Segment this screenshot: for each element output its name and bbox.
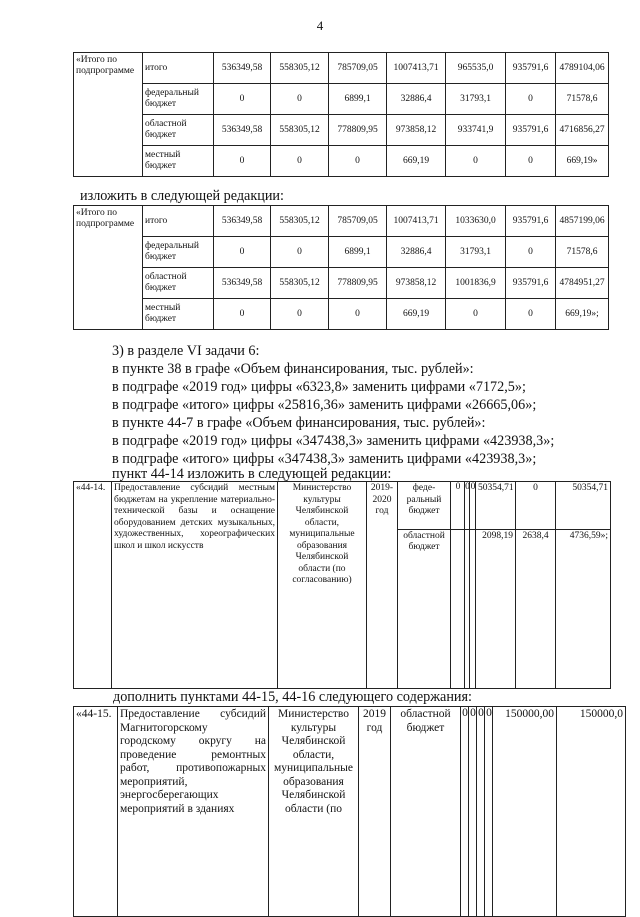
amount-cell: 669,19	[387, 146, 446, 177]
amount-cell: 973858,12	[387, 268, 446, 299]
amount-total: 50354,71	[556, 482, 611, 530]
budget-type: федеральный бюджет	[143, 84, 214, 115]
amount-cell: 4789104,06	[556, 53, 609, 84]
amount-cell: 1001836,9	[446, 268, 506, 299]
funding-source: феде-ральный бюджет	[398, 482, 451, 530]
amount-cell: 669,19	[387, 299, 446, 330]
amount-cell: 0	[271, 146, 329, 177]
amend-line: в пункте 44-7 в графе «Объем финансирования, тыс. рублей»:	[112, 415, 486, 431]
amount-cell: 0	[271, 84, 329, 115]
amount-cell: 536349,58	[214, 206, 271, 237]
amount-cell: 0	[214, 84, 271, 115]
amount-cell: 669,19»;	[556, 299, 609, 330]
amount-cell: 0	[506, 84, 556, 115]
budget-type: итого	[143, 206, 214, 237]
amount-cell: 0	[451, 482, 465, 530]
amount-cell: 785709,05	[329, 53, 387, 84]
amend-line: в подграфе «итого» цифры «347438,3» заменить цифрами «423938,3»;	[112, 451, 537, 467]
financing-table-new	[73, 205, 609, 330]
amount-cell: 4857199,06	[556, 206, 609, 237]
amount-cell: 935791,6	[506, 268, 556, 299]
item-period: 2019-2020 год	[367, 482, 398, 689]
amend-line: пункт 44-14 изложить в следующей редакции:	[112, 466, 392, 482]
amount-cell: 32886,4	[387, 84, 446, 115]
item-number: «44-15.	[74, 707, 118, 917]
amount-cell: 933741,9	[446, 115, 506, 146]
amount-cell: 71578,6	[556, 84, 609, 115]
amount-cell: 558305,12	[271, 53, 329, 84]
page-number: 4	[316, 18, 324, 33]
amount-cell: 0	[485, 707, 493, 917]
amount-2019: 50354,71	[476, 482, 516, 530]
amount-cell: 0	[271, 237, 329, 268]
amount-cell: 31793,1	[446, 237, 506, 268]
amount-cell: 1033630,0	[446, 206, 506, 237]
amount-cell: 0	[329, 146, 387, 177]
item-executor: Министерство культуры Челябинской области, муниципальные образования Челябинской области (по	[269, 707, 359, 917]
item-44-14-table	[73, 481, 611, 689]
table-row	[74, 299, 609, 330]
financing-table-old	[73, 52, 609, 177]
table-row	[74, 84, 609, 115]
amount-cell: 0	[446, 299, 506, 330]
amount-cell: 0	[469, 707, 477, 917]
amount-cell: 536349,58	[214, 115, 271, 146]
amend-line: в подграфе «2019 год» цифры «6323,8» заменить цифрами «7172,5»;	[112, 379, 526, 395]
table-row	[74, 115, 609, 146]
item-description: Предоставление субсидий Магнитогорскому городскому округу на проведение ремонтных работ, противопожарных мероприятий, энергосберегающих мероприятий в зданиях	[118, 707, 269, 917]
budget-type: местный бюджет	[143, 299, 214, 330]
amount-total: 4736,59»;	[556, 529, 611, 688]
amount-cell: 558305,12	[271, 206, 329, 237]
amount-cell: 0	[461, 707, 469, 917]
funding-source: областной бюджет	[391, 707, 461, 917]
amount-cell: 0	[465, 482, 470, 530]
budget-type: федеральный бюджет	[143, 237, 214, 268]
table-row	[74, 237, 609, 268]
budget-type: местный бюджет	[143, 146, 214, 177]
amount-cell: 536349,58	[214, 268, 271, 299]
table-row	[74, 53, 609, 84]
amount-cell: 935791,6	[506, 53, 556, 84]
amount-cell: 778809,95	[329, 268, 387, 299]
amount-2020: 0	[516, 482, 556, 530]
amount-2020: 2638,4	[516, 529, 556, 688]
amount-cell: 558305,12	[271, 115, 329, 146]
amount-cell: 4716856,27	[556, 115, 609, 146]
row-group-label: «Итого по подпрограмме	[74, 206, 143, 330]
amount-cell	[451, 529, 465, 688]
amount-cell: 6899,1	[329, 237, 387, 268]
amount-cell: 0	[329, 299, 387, 330]
table-row	[74, 268, 609, 299]
amount-cell: 973858,12	[387, 115, 446, 146]
amount-cell: 32886,4	[387, 237, 446, 268]
amount-cell: 0	[506, 299, 556, 330]
table-row	[74, 206, 609, 237]
amount-cell: 0	[214, 299, 271, 330]
amount-cell: 0	[477, 707, 485, 917]
item-description: Предоставление субсидий местным бюджетам на укрепление материально-технической базы и оснащение оборудованием детских музыкальных, художественных, хореографических школ и школ искусств	[112, 482, 278, 689]
item-44-15-table	[73, 706, 626, 917]
amend-line: в подграфе «итого» цифры «25816,36» заменить цифрами «26665,06»;	[112, 397, 537, 413]
connector-text: изложить в следующей редакции:	[80, 188, 284, 204]
amount-cell: 4784951,27	[556, 268, 609, 299]
amount-cell: 536349,58	[214, 53, 271, 84]
item-executor: Министерство культуры Челябинской области, муниципальные образования Челябинской области (по согласованию)	[278, 482, 367, 689]
amend-line: 3) в разделе VI задачи 6:	[112, 343, 260, 359]
budget-type: итого	[143, 53, 214, 84]
amount-cell: 935791,6	[506, 206, 556, 237]
amount-cell: 1007413,71	[387, 206, 446, 237]
amount-cell: 935791,6	[506, 115, 556, 146]
amount-cell: 669,19»	[556, 146, 609, 177]
amount-cell: 0	[470, 482, 476, 530]
row-group-label: «Итого по подпрограмме	[74, 53, 143, 177]
budget-type: областной бюджет	[143, 115, 214, 146]
amount-2019: 2098,19	[476, 529, 516, 688]
budget-type: областной бюджет	[143, 268, 214, 299]
amount-cell: 0	[446, 146, 506, 177]
amount-cell: 0	[506, 237, 556, 268]
amount-cell: 0	[214, 237, 271, 268]
item-period: 2019 год	[359, 707, 391, 917]
amount-cell: 1007413,71	[387, 53, 446, 84]
amount-cell: 31793,1	[446, 84, 506, 115]
amount-cell: 0	[506, 146, 556, 177]
funding-source: областной бюджет	[398, 529, 451, 688]
amount-2019: 150000,00	[493, 707, 557, 917]
amount-cell: 965535,0	[446, 53, 506, 84]
table-row	[74, 146, 609, 177]
add-items-text: дополнить пунктами 44-15, 44-16 следующего содержания:	[113, 689, 472, 705]
amount-cell: 558305,12	[271, 268, 329, 299]
amount-total: 150000,0	[557, 707, 626, 917]
amend-line: в подграфе «2019 год» цифры «347438,3» заменить цифрами «423938,3»;	[112, 433, 555, 449]
amend-line: в пункте 38 в графе «Объем финансирования, тыс. рублей»:	[112, 361, 474, 377]
amount-cell: 778809,95	[329, 115, 387, 146]
amount-cell: 0	[271, 299, 329, 330]
amount-cell: 6899,1	[329, 84, 387, 115]
amount-cell: 0	[214, 146, 271, 177]
amount-cell: 71578,6	[556, 237, 609, 268]
amount-cell: 785709,05	[329, 206, 387, 237]
item-number: «44-14.	[74, 482, 112, 689]
